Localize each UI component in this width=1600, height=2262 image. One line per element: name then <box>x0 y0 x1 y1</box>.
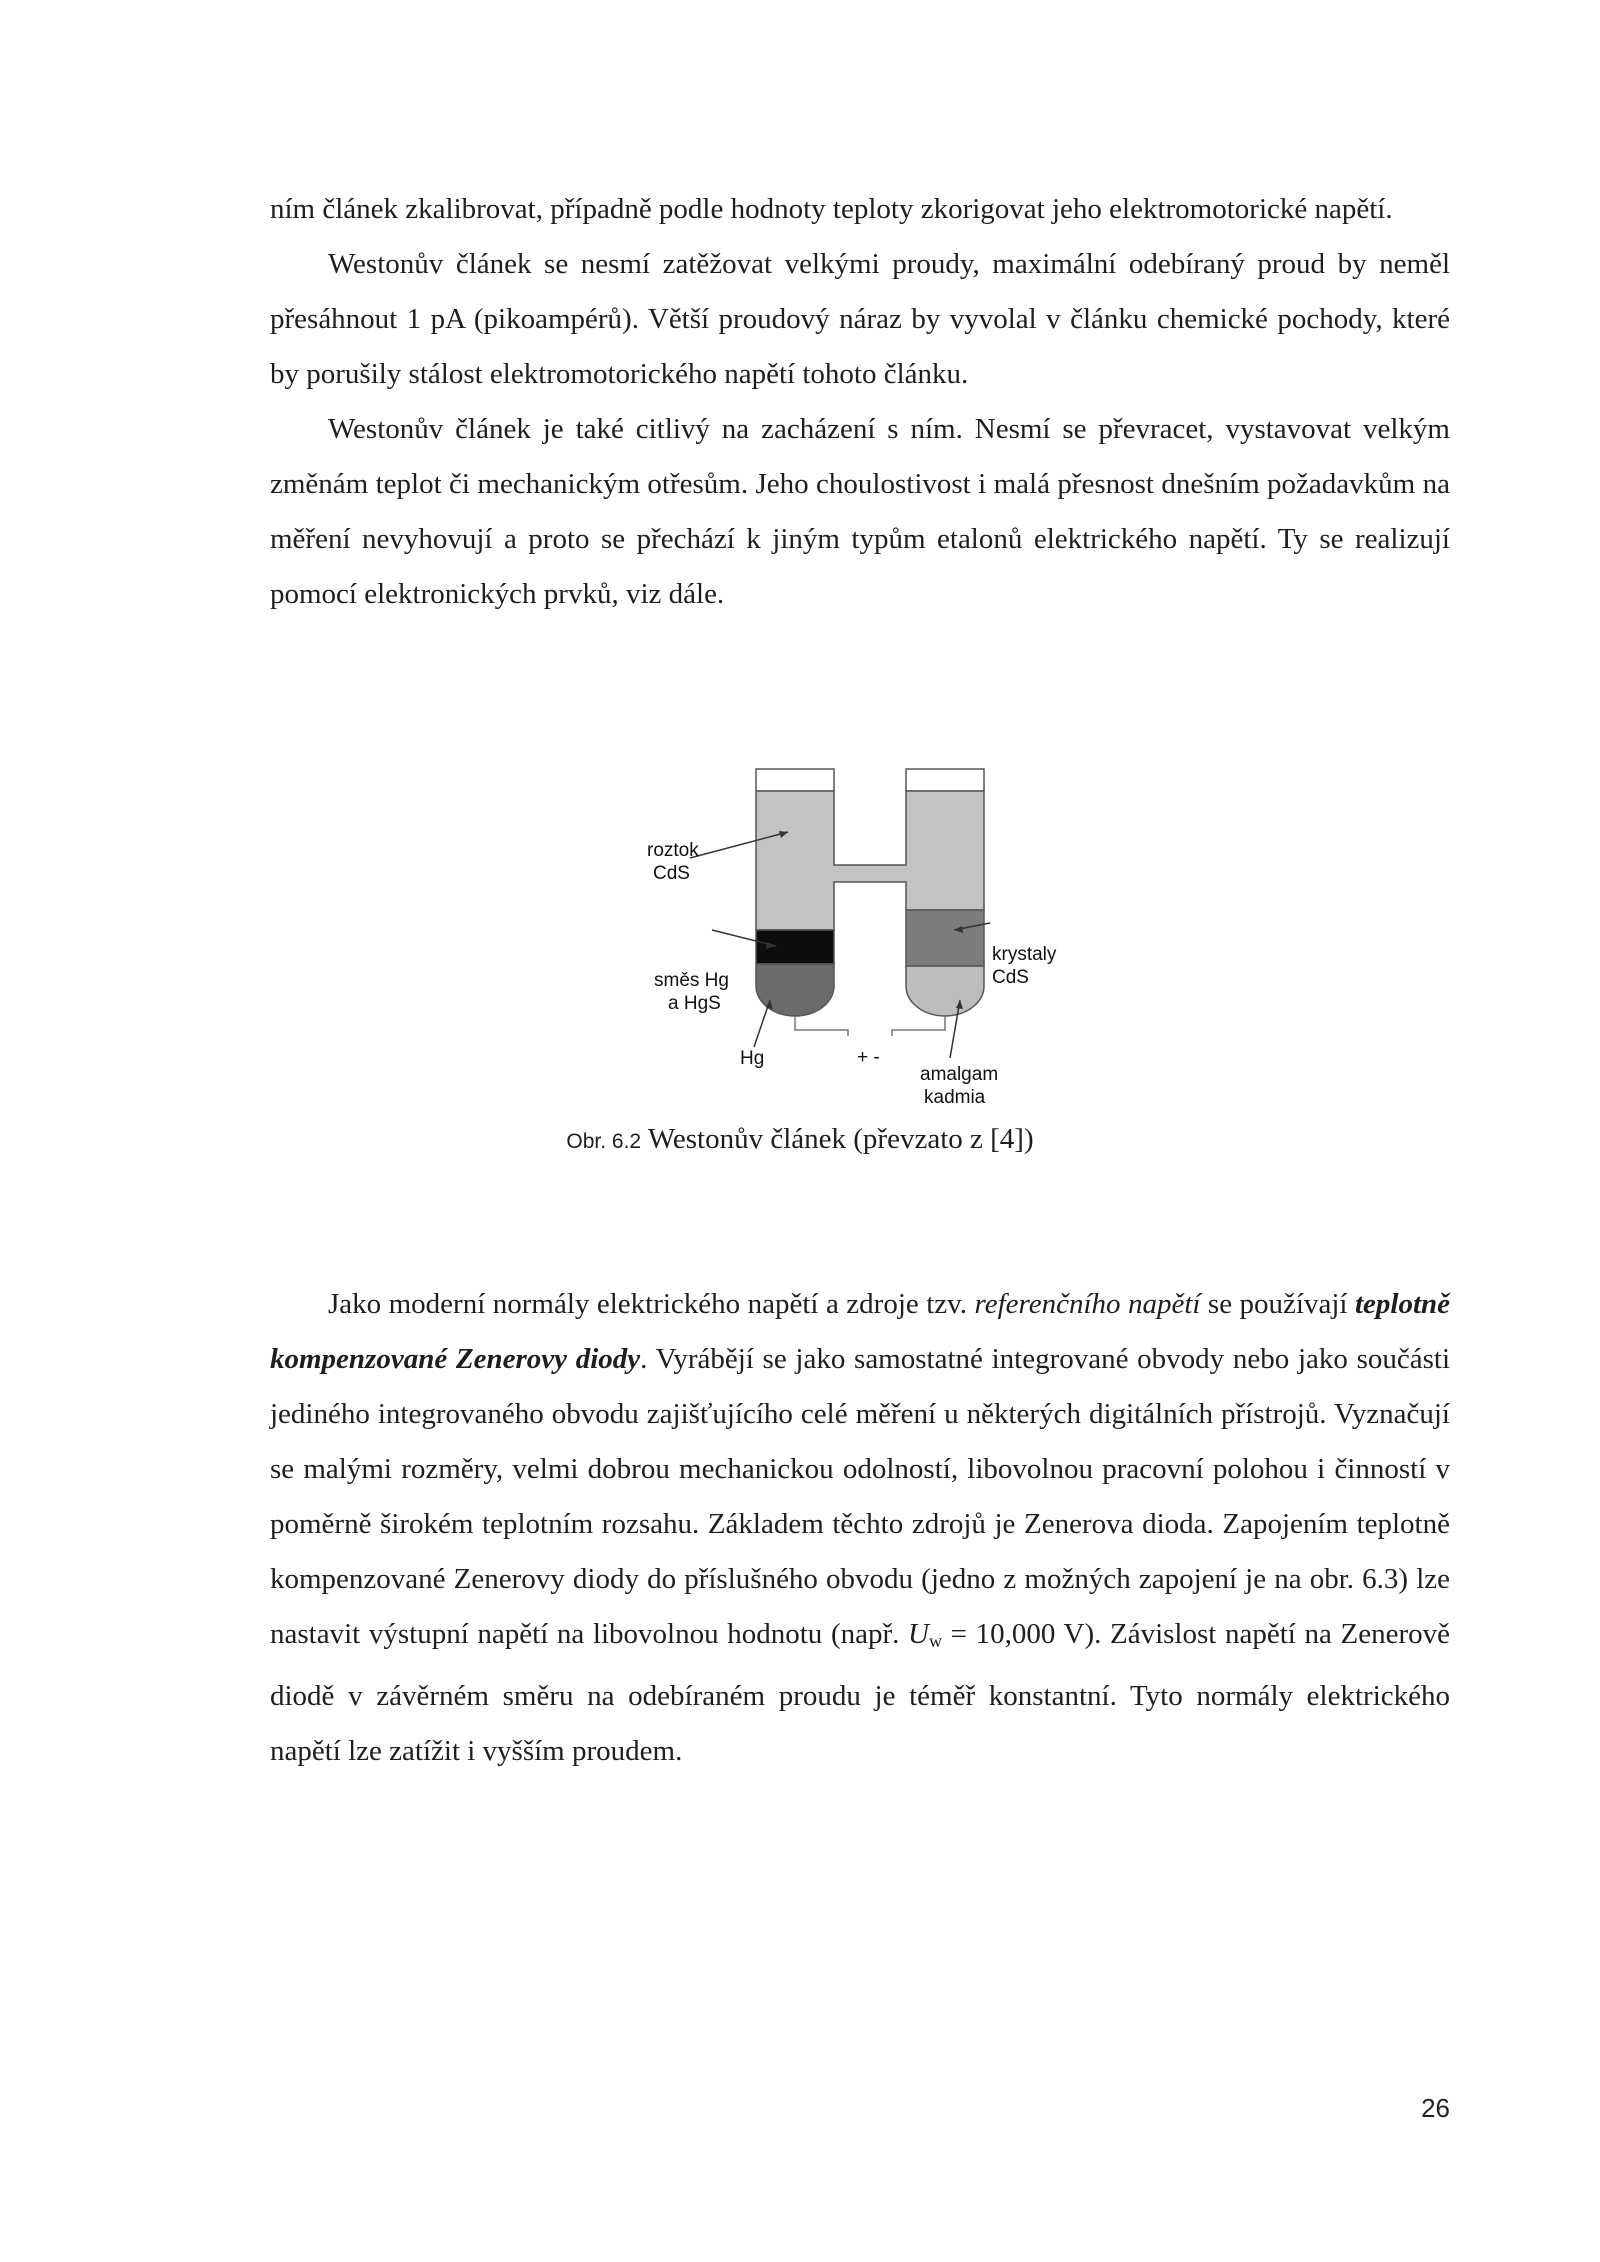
caption-text: Westonův článek (převzato z [4]) <box>647 1123 1034 1155</box>
label-amalgam: amalgam <box>920 1064 999 1085</box>
emphasis-reference-voltage: referenčního napětí <box>974 1288 1201 1320</box>
symbol-u: U <box>908 1618 929 1650</box>
cadmium-amalgam <box>906 966 984 1016</box>
label-krystaly-cds: CdS <box>992 967 1029 988</box>
text-run: = 10,000 V). Závislost napětí na Zenerově diodě v závěrném směru na odebíraném proudu je téměř konstantní. Tyto normály elektrického napětí lze zatížit i vyšším proudem. <box>270 1618 1450 1767</box>
paragraph <box>270 1277 1450 1779</box>
text-block-bottom <box>270 1277 1450 1779</box>
label-hg: Hg <box>740 1048 765 1069</box>
paragraph: ním článek zkalibrovat, případně podle hodnoty teploty zkorigovat jeho elektromotorické napětí. <box>270 193 1393 225</box>
label-plus-minus: + - <box>857 1047 880 1068</box>
weston-cell-figure <box>620 760 1060 1140</box>
label-roztok-cds: CdS <box>653 863 690 884</box>
paragraph: Westonův článek se nesmí zatěžovat velkými proudy, maximální odebíraný proud by neměl přesáhnout 1 pA (pikoampérů). Větší proudový náraz by vyvolal v článku chemické pochody, které by porušily stálost elektromotorického napětí tohoto článku. <box>270 248 1450 390</box>
label-smes-hgs: a HgS <box>668 993 721 1014</box>
wire-left <box>795 1016 848 1036</box>
page-number: 26 <box>1421 2093 1450 2123</box>
left-tube-cap <box>756 769 834 791</box>
emphasis-zener-diodes: teplotně kompenzované Zenerovy diody <box>270 1288 1450 1375</box>
paragraph: Westonův článek je také citlivý na zacházení s ním. Nesmí se převracet, vystavovat velkým změnám teplot či mechanickým otřesům. Jeho choulostivost i malá přesnost dnešním požadavkům na měření nevyhovují a proto se přechází k jiným typům etalonů elektrického napětí. Ty se realizují pomocí elektronických prvků, viz dále. <box>270 413 1450 610</box>
wire-right <box>892 1016 945 1036</box>
right-tube-cap <box>906 769 984 791</box>
label-kadmia: kadmia <box>924 1087 986 1108</box>
symbol-subscript: w <box>928 1631 942 1651</box>
crystals-cds <box>906 910 984 966</box>
text-block-top <box>270 182 1450 622</box>
label-krystaly: krystaly <box>992 944 1057 965</box>
caption-number: Obr. 6.2 <box>566 1130 642 1153</box>
label-smes: směs Hg <box>654 970 729 991</box>
figure-caption <box>0 1123 1600 1156</box>
text-run: . Vyrábějí se jako samostatné integrované obvody nebo jako součásti jediného integrovaného obvodu zajišťujícího celé měření u některých digitálních přístrojů. Vyznačují se malými rozměry, velmi dobrou mechanickou odolností, libovolnou pracovní polohou i činností v poměrně širokém teplotním rozsahu. Základem těchto zdrojů je Zenerova dioda. Zapojením teplotně kompenzované Zenerovy diody do příslušného obvodu (jedno z možných zapojení je na obr. 6.3) lze nastavit výstupní napětí na libovolnou hodnotu (např. <box>270 1343 1451 1650</box>
text-run: se používají <box>1200 1288 1355 1320</box>
label-roztok: roztok <box>647 840 699 861</box>
weston-cell-diagram <box>620 760 1060 1140</box>
solution-cds <box>756 791 984 930</box>
text-run: Jako moderní normály elektrického napětí a zdroje tzv. <box>328 1288 975 1320</box>
